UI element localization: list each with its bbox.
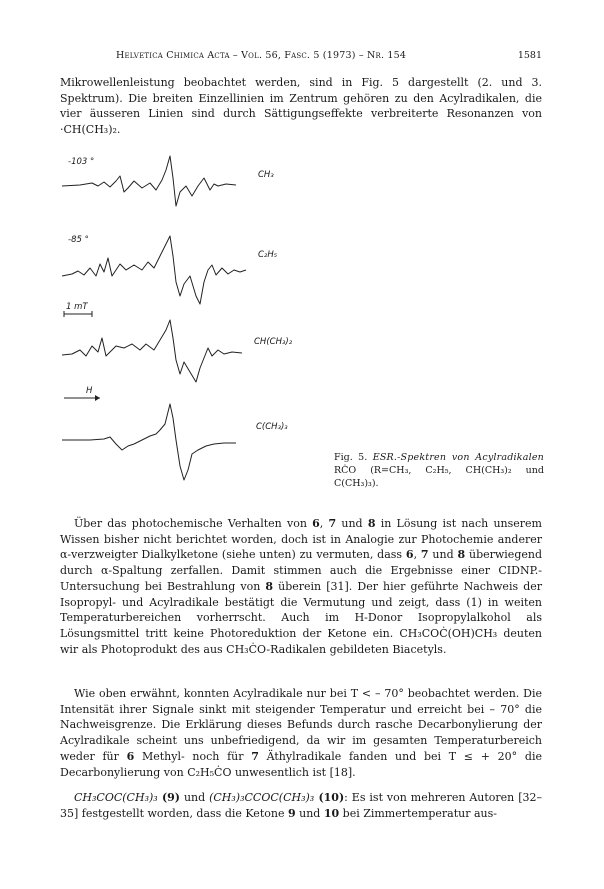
paragraph-ketones: CH₃COC(CH₃)₃ (9) und (CH₃)₃CCOC(CH₃)₃ (10): Es ist von mehreren Autoren [32–35] festgestellt worden, dass die Ketone 9 und 10 bei Zimmertemperatur aus- — [60, 791, 542, 820]
spectrum-cch33-trace — [62, 404, 236, 480]
scale-bar-label: 1 mT — [66, 302, 88, 312]
spectrum-c2h5-trace — [62, 236, 246, 304]
intro-paragraph: Mikrowellenleistung beobachtet werden, sind in Fig. 5 dargestellt (2. und 3. Spektrum). Die breiten Einzellinien im Zentrum gehören zu den Acylradikalen, die vier äusseren Linien sind durch Sättigungseffekte verbreiterte Resonanzen von ·CH(CH₃)₂. — [60, 76, 542, 137]
caption-prefix: Fig. 5. — [334, 452, 368, 463]
spectrum-label-cch33: C(CH₃)₃ — [256, 422, 288, 432]
spectrum-chch32-trace — [62, 320, 242, 382]
figure-caption — [334, 451, 544, 490]
temperature-label-2: -85 ° — [68, 235, 89, 245]
spectrum-label-ch3: CH₃ — [258, 170, 274, 180]
paragraph-photochemistry: Über das photochemische Verhalten von 6, 7 und 8 in Lösung ist nach unserem Wissen bisher nicht berichtet worden, doch ist in Analogie zur Photochemie anderer α-verzweigter Dialkylketone (siehe unten) zu vermuten, dass 6, 7 und 8 überwiegend durch α-Spaltung zerfallen. Damit stimmen auch die Ergebnisse einer CIDNP.-Untersuchung bei Bestrahlung von 8 überein [31]. Der hier geführte Nachweis der Isopropyl- und Acylradikale bestätigt die Vermutung und zeigt, dass (1) in weiten Temperaturbereichen vorherrscht. Auch im H-Donor Isopropylalkohol als Lösungsmittel tritt keine Photoreduktion der Ketone ein. CH₃COĊ(OH)CH₃ deuten wir als Photoprodukt des aus CH₃ĊO-Radikalen gebildeten Biacetyls. — [60, 517, 543, 656]
caption-title: ESR.-Spektren von Acylradikalen — [372, 452, 544, 463]
paragraph-acylradicals: Wie oben erwähnt, konnten Acylradikale nur bei T < – 70° beobachtet werden. Die Intensität ihrer Signale sinkt mit steigender Temperatur und erreicht bei – 70° die Nachweisgrenze. Die Erklärung dieses Befunds durch rasche Decarbonylierung der Acylradikale scheint uns unbefriedigend, da wir im gesamten Temperaturbereich weder für 6 Methyl- noch für 7 Äthylradikale fanden und bei T ≤ + 20° die Decarbonylierung von C₂H₅ĊO unwesentlich ist [18]. — [60, 687, 542, 779]
field-direction-label: H — [86, 386, 93, 396]
page-number: 1581 — [517, 50, 542, 61]
spectrum-label-chch32: CH(CH₃)₂ — [254, 337, 293, 347]
running-title: Helvetica Chimica Acta – Vol. 56, Fasc. 5 (1973) – Nr. 154 — [116, 50, 407, 61]
caption-body: RĊO (R=CH₃, C₂H₅, CH(CH₃)₂ und C(CH₃)₃). — [334, 465, 544, 489]
spectrum-label-c2h5: C₂H₅ — [258, 250, 278, 260]
temperature-label-1: -103 ° — [68, 157, 95, 167]
